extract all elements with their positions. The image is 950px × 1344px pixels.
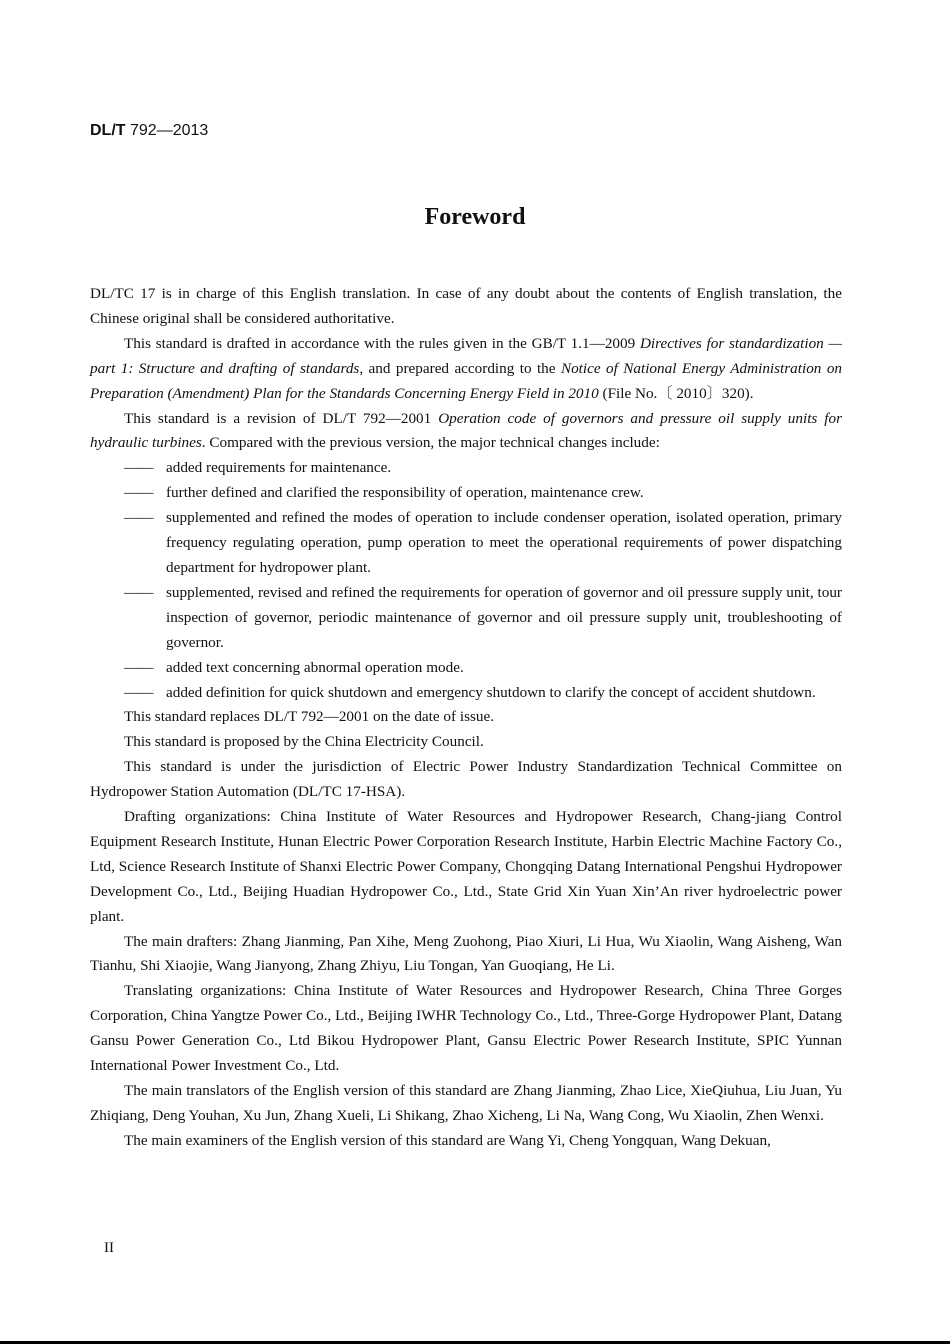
paragraph-drafting-organizations: Drafting organizations: China Institute of Water Resources and Hydropower Research, Chang-jiang Control Equipment Research Institute, Hunan Electric Power Corporation Research Institute, Harbin Electric Machine Factory Co., Ltd, Science Research Institute of Shanxi Electric Power Company, Chongqing Datang International Pengshui Hydropower Development Co., Ltd., Beijing Huadian Hydropower Co., Ltd., State Grid Xin Yuan Xin’An river hydroelectric power plant. [90, 808, 842, 925]
paragraph-main-examiners: The main examiners of the English version of this standard are Wang Yi, Cheng Yongquan, Wang Dekuan, [124, 1131, 771, 1149]
paragraph-jurisdiction: This standard is under the jurisdiction of Electric Power Industry Standardization Technical Committee on Hydropower Station Automation (DL/TC 17-HSA). [90, 758, 842, 801]
list-item: —— added text concerning abnormal operation mode. [124, 658, 464, 676]
paragraph-main-drafters: The main drafters: Zhang Jianming, Pan Xihe, Meng Zuohong, Piao Xiuri, Li Hua, Wu Xiaolin, Wang Aisheng, Wan Tianhu, Shi Xiaojie, Wang Jianyong, Zhang Zhiyu, Liu Tongan, Yan Guoqiang, He Li. [90, 932, 842, 975]
list-item: —— supplemented and refined the modes of operation to include condenser operation, isolated operation, primary frequency regulating operation, pump operation to meet the operational requirements of power dispatching department for hydropower plant. [124, 509, 842, 576]
technical-changes-list [90, 456, 842, 705]
document-code-prefix: DL/T [90, 122, 126, 139]
paragraph-translation-note: DL/TC 17 is in charge of this English translation. In case of any doubt about the contents of English translation, the Chinese original shall be considered authoritative. [90, 285, 842, 327]
paragraph-proposed-by: This standard is proposed by the China Electricity Council. [124, 733, 484, 751]
list-item: —— further defined and clarified the responsibility of operation, maintenance crew. [124, 484, 644, 502]
list-item: —— added requirements for maintenance. [124, 459, 392, 477]
list-item: —— added definition for quick shutdown and emergency shutdown to clarify the concept of accident shutdown. [124, 683, 816, 701]
paragraph-drafting-basis: This standard is drafted in accordance with the rules given in the GB/T 1.1—2009 Directives for standardization —part 1: Structure and drafting of standards, and prepared according to the Notice of National Energy Administration on Preparation (Amendment) Plan for the Standards Concerning Energy Field in 2010 (File No.〔 2010〕320). [90, 334, 843, 402]
foreword-body [90, 282, 842, 1154]
page-title: Foreword [424, 204, 526, 230]
list-item: —— supplemented, revised and refined the requirements for operation of governor and oil pressure supply unit, tour inspection of governor, periodic maintenance of governor and oil pressure supply unit, troubleshooting of governor. [124, 583, 842, 651]
page-number: II [104, 1240, 114, 1256]
paragraph-main-translators: The main translators of the English version of this standard are Zhang Jianming, Zhao Lice, XieQiuhua, Liu Juan, Yu Zhiqiang, Deng Youhan, Xu Jun, Zhang Xueli, Li Shikang, Zhao Xicheng, Li Na, Wang Cong, Wu Xiaolin, Zhen Wenxi. [90, 1082, 842, 1124]
paragraph-revision: This standard is a revision of DL/T 792—2001 Operation code of governors and pressure oil supply units for hydraulic turbines. Compared with the previous version, the major technical changes include: [90, 409, 842, 452]
paragraph-replaces: This standard replaces DL/T 792—2001 on the date of issue. [124, 708, 495, 726]
document-code-header [90, 122, 208, 140]
document-code-number: 792—2013 [125, 122, 209, 139]
paragraph-translating-organizations: Translating organizations: China Institute of Water Resources and Hydropower Research, China Three Gorges Corporation, China Yangtze Power Co., Ltd., Beijing IWHR Technology Co., Ltd., Three-Gorge Hydropower Plant, Datang Gansu Power Generation Co., Ltd Bikou Hydropower Plant, Gansu Electric Power Research Institute, SPIC Yunnan International Power Investment Co., Ltd. [90, 982, 842, 1075]
